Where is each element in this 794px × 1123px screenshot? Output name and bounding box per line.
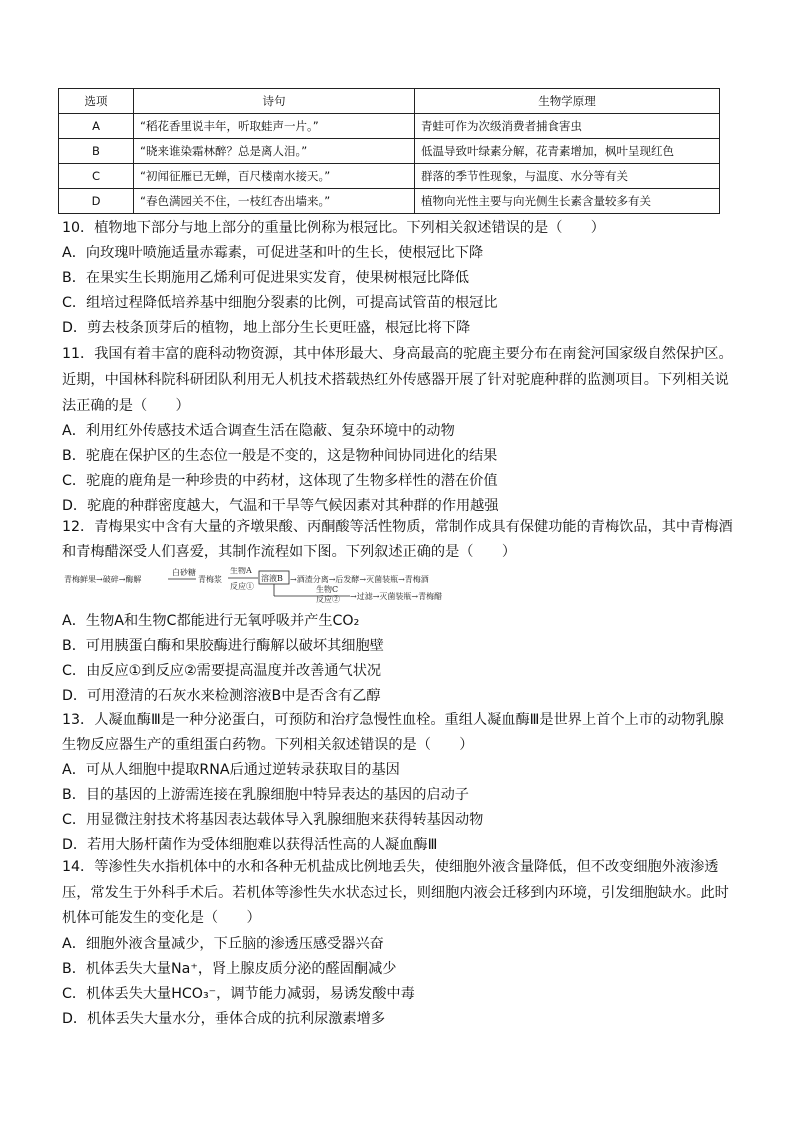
table-cell-option: C: [59, 164, 134, 189]
option-d: D．驼鹿的种群密度越大，气温和干旱等气候因素对其种群的作用越强: [62, 498, 499, 514]
table-cell-option: B: [59, 139, 134, 164]
question-stem: 12．青梅果实中含有大量的齐墩果酸、丙酮酸等活性物质，常制作成具有保健功能的青梅饮品，其中青梅酒和青梅醋深受人们喜爱，其制作流程如下图。下列叙述正确的是（ ）: [62, 519, 733, 560]
flow-pulp: 青梅浆: [198, 575, 222, 584]
option-a: A．可从人细胞中提取RNA后通过逆转录获取目的基因: [62, 762, 400, 778]
flow-vinegar-path: →过滤→灭菌装瓶→青梅醋: [350, 592, 443, 601]
question-stem: 14．等渗性失水指机体中的水和各种无机盐成比例地丢失，使细胞外液含量降低，但不改变细胞外液渗透压，常发生于外科手术后。若机体等渗性失水状态过长，则细胞内液会迁移到内环境，引发细胞缺水。此时机体可能发生的变化是（ ）: [62, 859, 729, 926]
table-cell-poem: “晓来谁染霜林醉？总是离人泪。”: [134, 139, 415, 164]
header-poem: 诗句: [134, 89, 415, 114]
question-stem: 10．植物地下部分与地上部分的重量比例称为根冠比。下列相关叙述错误的是（ ）: [62, 220, 605, 236]
option-b: B．驼鹿在保护区的生态位一般是不变的，这是物种间协同进化的结果: [62, 448, 498, 464]
question-10: [62, 216, 734, 341]
table-cell-principle: 低温导致叶绿素分解，花青素增加，枫叶呈现红色: [415, 139, 720, 164]
option-b: B．可用胰蛋白酶和果胶酶进行酶解以破坏其细胞壁: [62, 638, 384, 654]
table-cell-poem: “初闻征雁已无蝉，百尺楼南水接天。”: [134, 164, 415, 189]
table-cell-principle: 植物向光性主要与向光侧生长素含量较多有关: [415, 189, 720, 214]
question-13: [62, 708, 734, 858]
question-14: [62, 855, 734, 1032]
flow-react2: 反应②: [316, 595, 340, 603]
flow-wine-path: →酒渣分离→后发酵→灭菌装瓶→青梅酒: [290, 575, 429, 584]
option-d: D．机体丢失大量水分，垂体合成的抗利尿激素增多: [62, 1010, 386, 1027]
option-d: D．可用澄清的石灰水来检测溶液B中是否含有乙醇: [62, 688, 381, 704]
table-cell-principle: 群落的季节性现象，与温度、水分等有关: [415, 164, 720, 189]
option-c: C．组培过程降低培养基中细胞分裂素的比例，可提高试管苗的根冠比: [62, 295, 498, 311]
flow-sugar: 白砂糖: [172, 568, 196, 577]
option-d: D．若用大肠杆菌作为受体细胞难以获得活性高的人凝血酶Ⅲ: [62, 837, 438, 853]
table-row: [59, 114, 720, 139]
flow-start: 青梅鲜果→破碎→酶解: [64, 575, 142, 584]
table-row: [59, 139, 720, 164]
option-b: B．在果实生长期施用乙烯利可促进果实发育，使果树根冠比降低: [62, 270, 469, 286]
option-a: A．利用红外传感技术适合调查生活在隐蔽、复杂环境中的动物: [62, 423, 455, 439]
table-header-row: [59, 89, 720, 114]
question-11: [62, 341, 734, 519]
question-12-options: [62, 609, 734, 709]
flow-react1: 反应①: [230, 582, 254, 591]
option-a: A．细胞外液含量减少，下丘脑的渗透压感受器兴奋: [62, 935, 384, 952]
flow-diagram: [64, 567, 464, 603]
table-cell-principle: 青蛙可作为次级消费者捕食害虫: [415, 114, 720, 139]
option-a: A．向玫瑰叶喷施适量赤霉素，可促进茎和叶的生长，使根冠比下降: [62, 245, 484, 261]
option-c: C．驼鹿的鹿角是一种珍贵的中药材，这体现了生物多样性的潜在价值: [62, 473, 498, 489]
table-cell-option: D: [59, 189, 134, 214]
table-cell-poem: “春色满园关不住，一枝红杏出墙来。”: [134, 189, 415, 214]
question-12: [62, 515, 734, 565]
question-stem: 11．我国有着丰富的鹿科动物资源，其中体形最大、身高最高的驼鹿主要分布在南瓮河国家级自然保护区。近期，中国林科院科研团队利用无人机技术搭载热红外传感器开展了针对驼鹿种群的监测项目。下列相关说法正确的是（ ）: [62, 346, 733, 414]
poem-principle-table: [58, 88, 720, 214]
flow-bio-c: 生物C: [316, 585, 339, 594]
option-c: C．机体丢失大量HCO₃⁻，调节能力减弱，易诱发酸中毒: [62, 985, 415, 1002]
table-cell-poem: “稻花香里说丰年，听取蛙声一片。”: [134, 114, 415, 139]
option-c: C．用显微注射技术将基因表达载体导入乳腺细胞来获得转基因动物: [62, 812, 484, 828]
header-principle: 生物学原理: [415, 89, 720, 114]
table-row: [59, 189, 720, 214]
option-b: B．机体丢失大量Na⁺，肾上腺皮质分泌的醛固酮减少: [62, 960, 397, 977]
option-d: D．剪去枝条顶芽后的植物，地上部分生长更旺盛，根冠比将下降: [62, 320, 471, 336]
option-c: C．由反应①到反应②需要提高温度并改善通气状况: [62, 663, 382, 679]
option-a: A．生物A和生物C都能进行无氧呼吸并产生CO₂: [62, 613, 360, 629]
table-row: [59, 164, 720, 189]
flow-solution: 溶液B: [261, 574, 283, 583]
header-option: 选项: [59, 89, 134, 114]
flow-bio-a: 生物A: [230, 567, 252, 575]
option-b: B．目的基因的上游需连接在乳腺细胞中特异表达的基因的启动子: [62, 787, 469, 803]
flow-svg: [64, 567, 464, 603]
table-cell-option: A: [59, 114, 134, 139]
question-stem: 13．人凝血酶Ⅲ是一种分泌蛋白，可预防和治疗急慢性血栓。重组人凝血酶Ⅲ是世界上首个上市的动物乳腺生物反应器生产的重组蛋白药物。下列相关叙述错误的是（ ）: [62, 712, 724, 753]
